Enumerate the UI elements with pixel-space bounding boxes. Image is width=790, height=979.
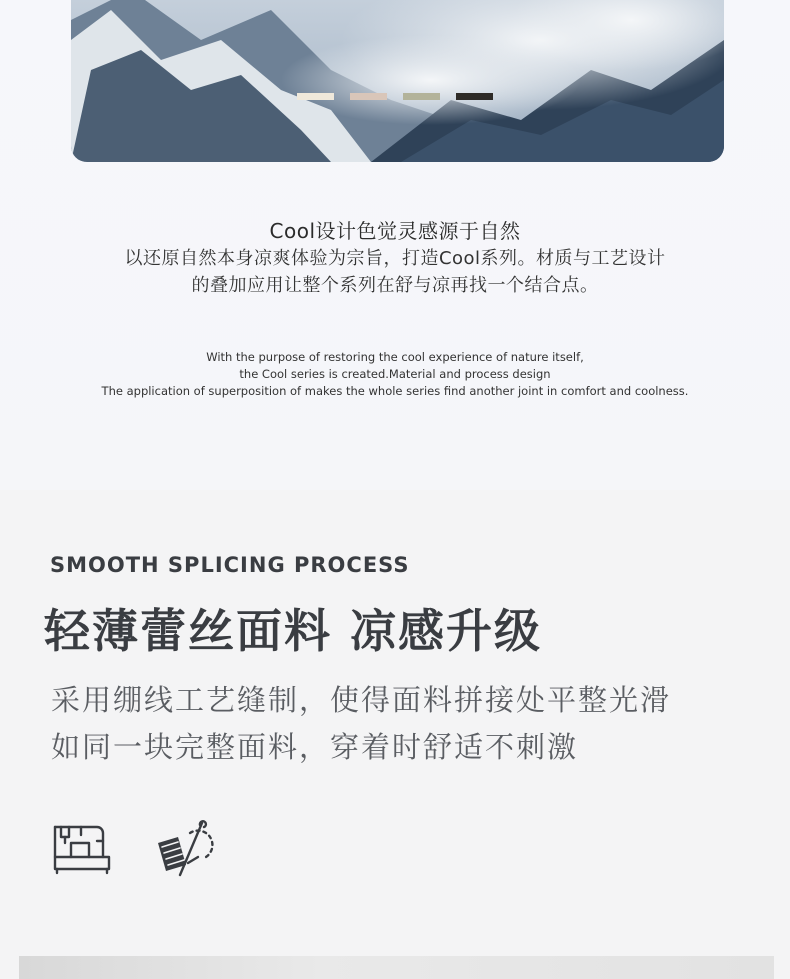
swatch-dark	[456, 93, 493, 100]
hero-image	[71, 0, 724, 162]
feature-headline: 轻薄蕾丝面料 凉感升级	[44, 604, 543, 658]
intro-body	[0, 245, 790, 299]
thread-needle-icon	[152, 817, 214, 879]
sewing-machine-icon	[51, 817, 113, 879]
intro-body-line: 以还原自然本身凉爽体验为宗旨，打造Cool系列。材质与工艺设计	[124, 248, 666, 269]
swatch-beige	[350, 93, 387, 100]
intro-english-line: the Cool series is created.Material and process design	[239, 367, 551, 381]
intro-body-line: 的叠加应用让整个系列在舒与凉再找一个结合点。	[191, 275, 599, 296]
feature-eyebrow: SMOOTH SPLICING PROCESS	[50, 553, 410, 577]
swatch-cream	[297, 93, 334, 100]
intro-english-line: The application of superposition of makes the whole series find another joint in comfort and coolness.	[101, 384, 689, 398]
color-swatches	[297, 93, 493, 101]
feature-description-line: 采用绷线工艺缝制，使得面料拼接处平整光滑	[51, 683, 672, 717]
next-section-preview	[19, 956, 774, 979]
feature-description	[51, 677, 671, 771]
swatch-olive	[403, 93, 440, 100]
intro-english	[0, 349, 790, 400]
intro-english-line: With the purpose of restoring the cool experience of nature itself,	[206, 350, 584, 364]
intro-title: Cool设计色觉灵感源于自然	[269, 219, 521, 243]
feature-description-line: 如同一块完整面料，穿着时舒适不刺激	[51, 730, 579, 764]
